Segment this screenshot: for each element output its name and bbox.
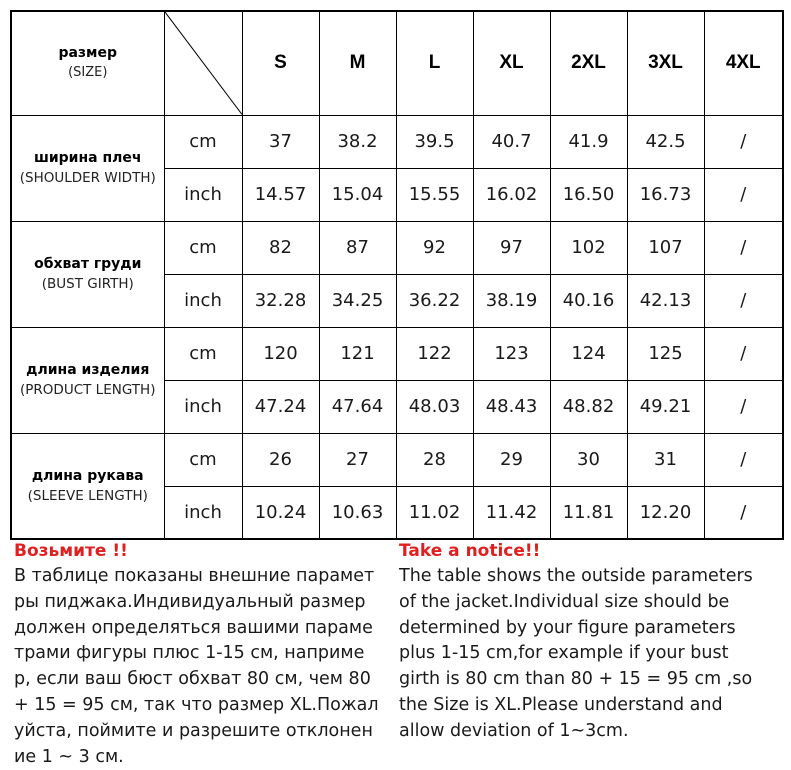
value-cell: 11.02	[396, 486, 473, 539]
notice-ru-line: р, если ваш бюст обхват 80 см, чем 80	[14, 669, 371, 690]
value-cell: 97	[473, 221, 550, 274]
size-2xl-header: 2XL	[550, 11, 627, 115]
value-cell: 10.24	[242, 486, 319, 539]
table-row	[11, 221, 783, 274]
notice-russian	[14, 538, 394, 770]
measurement-label-en: (SHOULDER WIDTH)	[19, 170, 156, 186]
measurement-label-en: (BUST GIRTH)	[41, 276, 134, 292]
value-cell: 27	[319, 433, 396, 486]
notice-en-line: allow deviation of 1~3cm.	[399, 720, 629, 741]
value-cell: 37	[242, 115, 319, 168]
value-cell: 11.81	[550, 486, 627, 539]
diagonal-line	[165, 12, 242, 115]
measurement-label-cell	[11, 221, 164, 327]
value-cell: /	[704, 380, 783, 433]
notice-ru-title: Возьмите !!	[14, 541, 128, 561]
value-cell: 87	[319, 221, 396, 274]
notice-en-line: determined by your figure parameters	[399, 617, 736, 638]
value-cell: 28	[396, 433, 473, 486]
notice-ru-line: В таблице показаны внешние парамет	[14, 566, 375, 586]
value-cell: 42.13	[627, 274, 704, 327]
value-cell: 49.21	[627, 380, 704, 433]
value-cell: 26	[242, 433, 319, 486]
value-cell: 40.7	[473, 115, 550, 168]
value-cell: /	[704, 486, 783, 539]
diagonal-divider-cell	[164, 11, 242, 115]
unit-cell: inch	[164, 380, 242, 433]
size-l-header: L	[396, 11, 473, 115]
measurement-label-ru: длина изделия	[26, 362, 150, 378]
header-row	[11, 11, 783, 115]
notice-en-line: The table shows the outside parameters	[399, 566, 753, 586]
notice-ru-line: трами фигуры плюс 1-15 см, наприме	[14, 643, 365, 664]
value-cell: 32.28	[242, 274, 319, 327]
value-cell: 16.50	[550, 168, 627, 221]
notice-ru-line: должен определяться вашими параме	[14, 617, 373, 638]
value-cell: 92	[396, 221, 473, 274]
value-cell: 107	[627, 221, 704, 274]
value-cell: 12.20	[627, 486, 704, 539]
unit-cell: cm	[164, 433, 242, 486]
notice-en-line: of the jacket.Individual size should be	[399, 591, 730, 612]
value-cell: /	[704, 168, 783, 221]
notice-en-line: plus 1-15 cm,for example if your bust	[399, 643, 729, 664]
notice-ru-line: ие 1 ~ 3 см.	[14, 746, 124, 767]
notice-ru-line: + 15 = 95 см, так что размер XL.Пожал	[14, 694, 379, 715]
value-cell: /	[704, 221, 783, 274]
value-cell: /	[704, 274, 783, 327]
value-cell: 122	[396, 327, 473, 380]
value-cell: 31	[627, 433, 704, 486]
value-cell: 38.19	[473, 274, 550, 327]
value-cell: 11.42	[473, 486, 550, 539]
value-cell: 121	[319, 327, 396, 380]
value-cell: 36.22	[396, 274, 473, 327]
value-cell: 34.25	[319, 274, 396, 327]
table-row	[11, 433, 783, 486]
value-cell: 124	[550, 327, 627, 380]
size-s-header: S	[242, 11, 319, 115]
notice-english	[399, 538, 784, 745]
value-cell: /	[704, 327, 783, 380]
value-cell: 42.5	[627, 115, 704, 168]
size-chart-table	[10, 10, 784, 540]
size-xl-header: XL	[473, 11, 550, 115]
value-cell: 120	[242, 327, 319, 380]
measurement-label-ru: обхват груди	[34, 256, 142, 272]
unit-cell: cm	[164, 221, 242, 274]
value-cell: 38.2	[319, 115, 396, 168]
unit-cell: cm	[164, 115, 242, 168]
table-row	[11, 327, 783, 380]
value-cell: 47.64	[319, 380, 396, 433]
unit-cell: inch	[164, 168, 242, 221]
size-4xl-header: 4XL	[704, 11, 783, 115]
notice-ru-line: ры пиджака.Индивидуальный размер	[14, 591, 366, 612]
notice-ru-line: уйста, поймите и разрешите отклонен	[14, 720, 373, 741]
measurement-label-ru: ширина плеч	[33, 150, 142, 166]
measurement-label-en: (PRODUCT LENGTH)	[20, 382, 156, 398]
value-cell: 40.16	[550, 274, 627, 327]
value-cell: 30	[550, 433, 627, 486]
size-label-en: (SIZE)	[68, 65, 108, 81]
value-cell: 102	[550, 221, 627, 274]
value-cell: 15.04	[319, 168, 396, 221]
size-m-header: M	[319, 11, 396, 115]
unit-cell: cm	[164, 327, 242, 380]
value-cell: 16.73	[627, 168, 704, 221]
table-row	[11, 115, 783, 168]
value-cell: 48.82	[550, 380, 627, 433]
size-header-cell	[11, 11, 164, 115]
value-cell: /	[704, 433, 783, 486]
measurement-label-cell	[11, 433, 164, 539]
value-cell: 16.02	[473, 168, 550, 221]
value-cell: /	[704, 115, 783, 168]
measurement-label-ru: длина рукава	[31, 467, 144, 484]
value-cell: 41.9	[550, 115, 627, 168]
size-3xl-header: 3XL	[627, 11, 704, 115]
unit-cell: inch	[164, 274, 242, 327]
value-cell: 125	[627, 327, 704, 380]
value-cell: 47.24	[242, 380, 319, 433]
notice-en-title: Take a notice!!	[399, 541, 541, 561]
value-cell: 48.43	[473, 380, 550, 433]
value-cell: 123	[473, 327, 550, 380]
measurement-label-en: (SLEEVE LENGTH)	[27, 487, 148, 504]
notice-en-line: girth is 80 cm than 80 + 15 = 95 cm ,so	[399, 669, 753, 690]
value-cell: 10.63	[319, 486, 396, 539]
value-cell: 29	[473, 433, 550, 486]
value-cell: 14.57	[242, 168, 319, 221]
unit-cell: inch	[164, 486, 242, 539]
value-cell: 15.55	[396, 168, 473, 221]
value-cell: 39.5	[396, 115, 473, 168]
value-cell: 82	[242, 221, 319, 274]
value-cell: 48.03	[396, 380, 473, 433]
measurement-label-cell	[11, 115, 164, 221]
measurement-label-cell	[11, 327, 164, 433]
notice-en-line: the Size is XL.Please understand and	[399, 694, 723, 715]
size-label-ru: размер	[58, 45, 118, 62]
